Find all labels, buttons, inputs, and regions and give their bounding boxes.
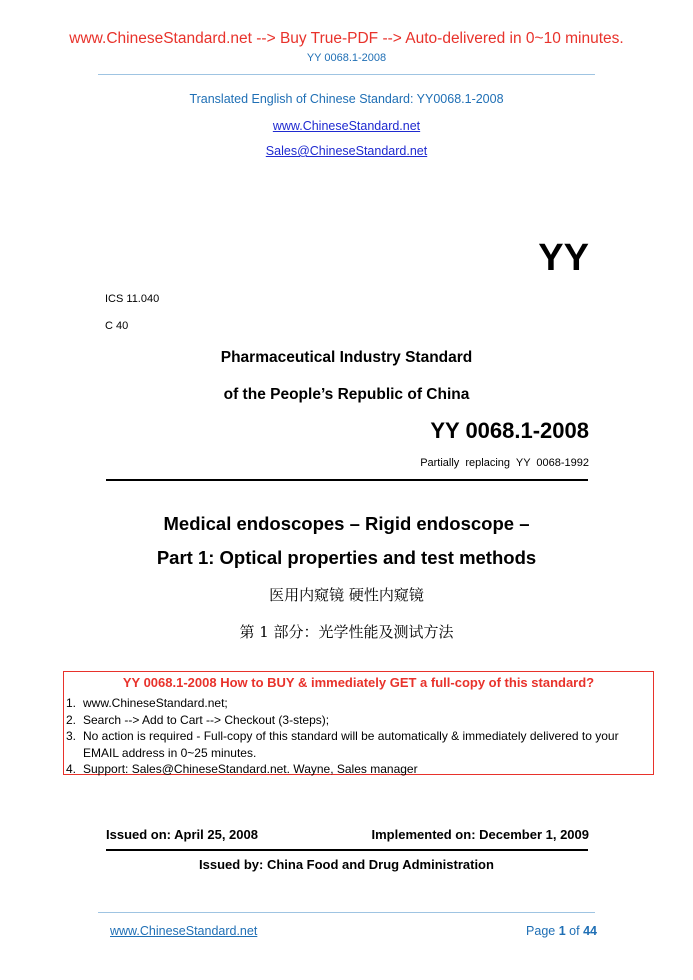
industry-title-1: Pharmaceutical Industry Standard	[220, 349, 473, 366]
category-code: YY	[538, 237, 589, 279]
translated-line: Translated English of Chinese Standard: YY0068.1-2008	[189, 92, 504, 106]
item-text: Search --> Add to Cart --> Checkout (3-steps);	[83, 712, 330, 727]
sales-email-link[interactable]: Sales@ChineseStandard.net	[265, 144, 428, 158]
page-label: Page	[526, 924, 556, 938]
title-divider	[106, 479, 588, 481]
issued-by: Issued by: China Food and Drug Administration	[199, 857, 494, 872]
page-total: 44	[583, 924, 597, 938]
list-item	[64, 728, 653, 761]
buy-box-title: YY 0068.1-2008 How to BUY & immediately GET a full-copy of this standard?	[122, 675, 595, 690]
item-text: Support: Sales@ChineseStandard.net. Wayne, Sales manager	[83, 762, 418, 776]
footer-divider	[98, 912, 595, 913]
page-number: 1	[558, 924, 566, 938]
title-cn-1: 医用内窥镜 硬性内窥镜	[269, 586, 424, 604]
issued-on: Issued on: April 25, 2008	[106, 827, 258, 842]
list-item	[64, 761, 653, 778]
title-cn-2: 第 1 部分：光学性能及测试方法	[239, 623, 454, 641]
item-number: 4.	[66, 762, 77, 776]
header-standard-number: YY 0068.1-2008	[306, 52, 387, 64]
header-divider	[98, 74, 595, 75]
list-item	[64, 695, 653, 712]
issue-divider	[106, 849, 588, 851]
standard-number: YY 0068.1-2008	[430, 418, 589, 443]
top-banner[interactable]: www.ChineseStandard.net --> Buy True-PDF --> Auto-delivered in 0~10 minutes.	[69, 30, 624, 47]
title-en-1: Medical endoscopes – Rigid endoscope –	[163, 513, 530, 534]
email-link-wrap	[0, 142, 693, 160]
item-number: 3.	[66, 729, 77, 743]
replacing-note: Partially replacing YY 0068-1992	[420, 457, 589, 469]
list-item	[64, 712, 653, 729]
website-link[interactable]: www.ChineseStandard.net	[272, 119, 421, 133]
item-text: No action is required - Full-copy of this standard will be automatically & immediately delivered to your EMAIL address in 0~25 minutes.	[83, 729, 619, 760]
ccs-code: C 40	[105, 320, 129, 332]
footer-website-link[interactable]: www.ChineseStandard.net	[110, 924, 258, 938]
industry-title-2: of the People’s Republic of China	[223, 386, 470, 403]
of-label: of	[569, 924, 580, 938]
page-indicator	[526, 924, 597, 938]
item-number: 2.	[66, 712, 77, 727]
website-link-wrap	[0, 117, 693, 135]
buy-info-box	[63, 671, 654, 775]
implemented-on: Implemented on: December 1, 2009	[371, 827, 589, 842]
buy-steps-list	[64, 695, 653, 778]
item-number: 1.	[66, 696, 77, 710]
title-en-2: Part 1: Optical properties and test methods	[156, 547, 537, 568]
ics-code: ICS 11.040	[105, 293, 160, 305]
item-text[interactable]: www.ChineseStandard.net;	[83, 696, 228, 710]
